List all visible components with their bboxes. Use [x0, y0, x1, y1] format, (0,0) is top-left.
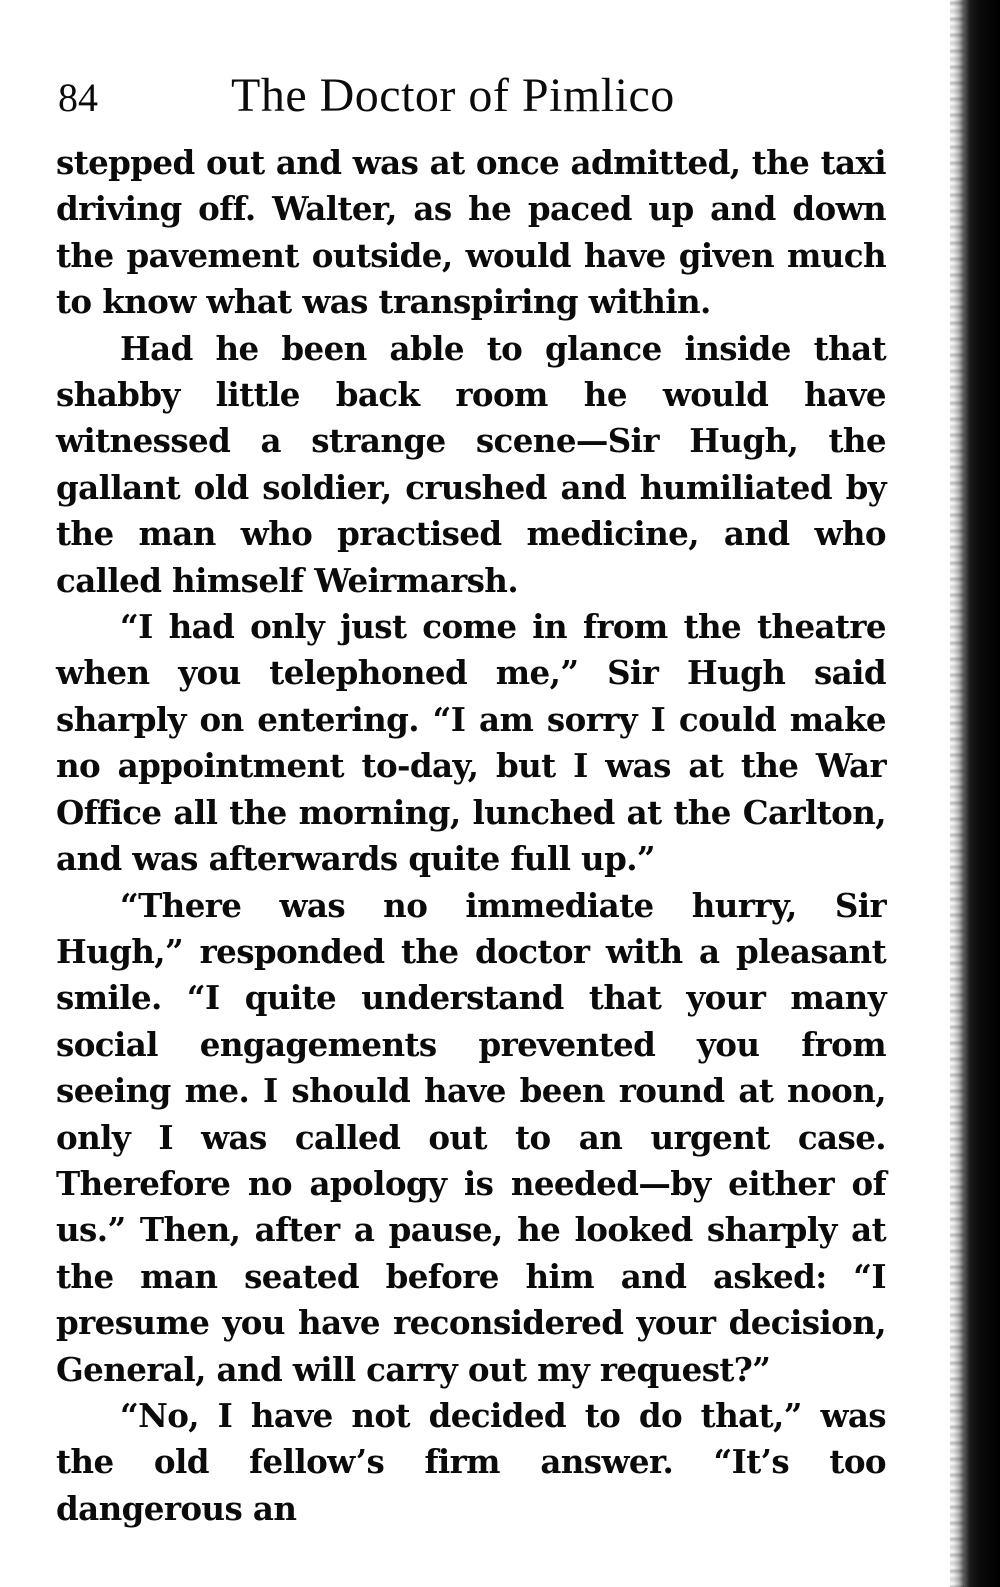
book-title: The Doctor of Pimlico: [231, 69, 675, 122]
running-head: [58, 68, 888, 128]
paragraph-1: stepped out and was at once admitted, the taxi driving off. Walter, as he paced up and down the pavement outside, would have given much to know what was transpiring within.: [56, 143, 886, 322]
page-number: 84: [58, 75, 98, 120]
paragraph-4: “There was no immediate hurry, Sir Hugh,” responded the doctor with a pleasant smile. “I quite understand that your many social engagements prevented you from seeing me. I should have been round at noon, only I was called out to an urgent case. Therefore no apology is needed—by either of us.” Then, after a pause, he looked sharply at the man seated before him and asked: “I presume you have reconsidered your decision, General, and will carry out my request?”: [56, 885, 886, 1389]
paragraph-5: “No, I have not decided to do that,” was the old fellow’s firm answer. “It’s too dangerous an: [56, 1395, 886, 1528]
body-text: [56, 140, 886, 1532]
paragraph-3: “I had only just come in from the theatre when you telephoned me,” Sir Hugh said sharply on entering. “I am sorry I could make no appointment to-day, but I was at the War Office all the morning, lunched at the Carlton, and was afterwards quite full up.”: [56, 607, 886, 879]
paragraph-2: Had he been able to glance inside that shabby little back room he would have witnessed a strange scene—Sir Hugh, the gallant old soldier, crushed and humiliated by the man who practised medicine, and who called himself Weirmarsh.: [56, 328, 886, 600]
spine-texture: [950, 0, 964, 1587]
